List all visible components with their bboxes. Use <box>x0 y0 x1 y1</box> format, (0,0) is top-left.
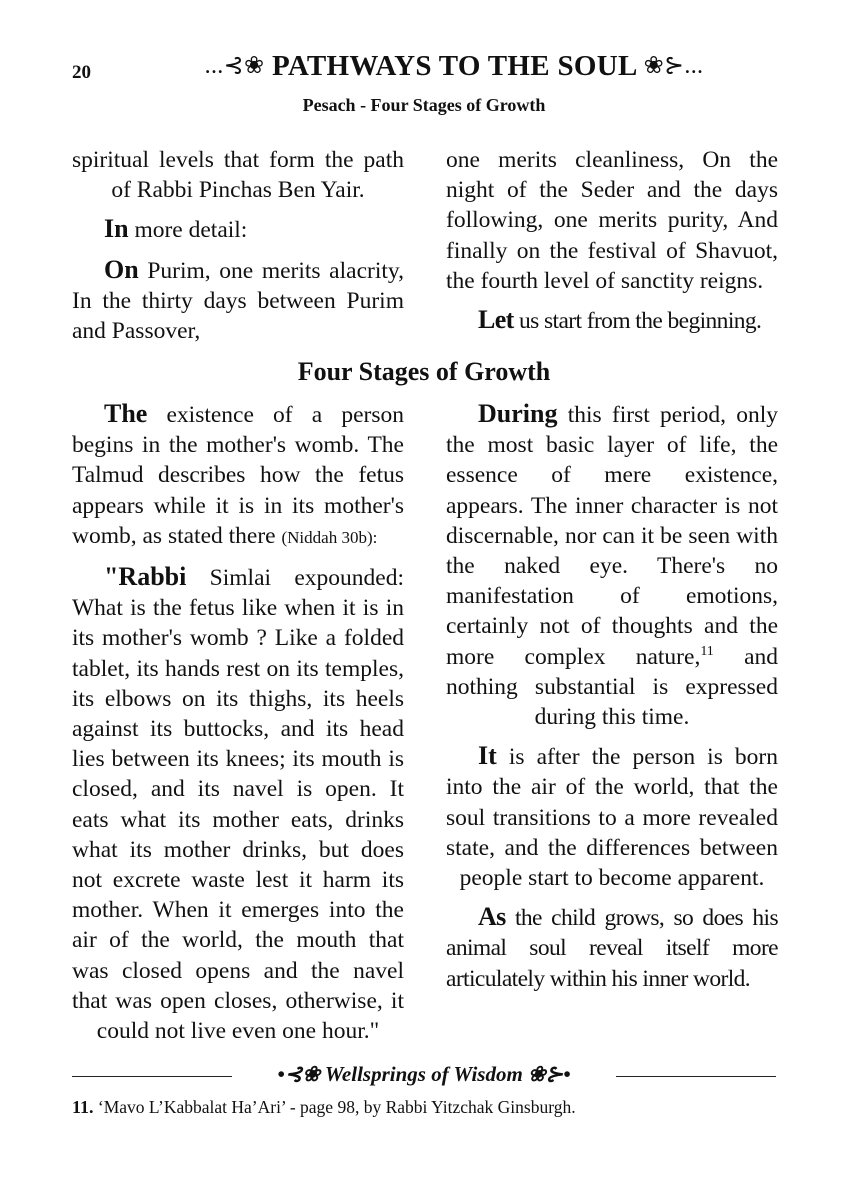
book-title-line <box>132 50 776 83</box>
paragraph: one merits cleanliness, On the night of the Seder and the days following, one merits purity, And finally on the festival of Shavuot, the fourth level of sanctity reigns. <box>446 147 778 294</box>
top-left-column <box>72 145 404 355</box>
footnote-text: ‘Mavo L’Kabbalat Ha’Ari’ - page 98, by Rabbi Yitzchak Ginsburgh. <box>93 1097 576 1117</box>
body-left-column <box>72 399 404 1055</box>
body-right-column <box>446 399 778 1003</box>
paragraph: During this first period, only the most basic layer of life, the essence of mere existence, appears. The inner character is not discernable, nor can it be seen with the naked eye. There's no manifestation of emotions, certainly not of thoughts and the more complex nature,$^{11}$ and nothing substantial is expressed during this time. <box>446 399 779 731</box>
ornament-left-icon: ...⊰❀ <box>204 53 265 79</box>
paragraph: On Purim, one merits alacrity, In the thirty days between Purim and Passover, <box>72 254 404 345</box>
footnote-number: 11. <box>72 1097 94 1117</box>
paragraph: In more detail: <box>104 214 248 244</box>
footnote <box>72 1097 776 1118</box>
chapter-subtitle: Pesach - Four Stages of Growth <box>302 95 546 115</box>
footnote-marker: 11 <box>700 643 714 659</box>
ornament-right-icon: ❀⊱... <box>643 53 704 79</box>
footer-rule <box>72 1062 776 1092</box>
page-number: 20 <box>72 62 91 83</box>
book-title: PATHWAYS TO THE SOUL <box>271 50 637 82</box>
ornament-left-icon: •⊰❀ <box>277 1062 320 1086</box>
paragraph: The existence of a person begins in the mother's womb. The Talmud describes how the fetus appears while it is in its mother's womb, as stated there (Niddah 30b): <box>72 399 404 549</box>
paragraph: Let us start from the beginning. <box>478 305 762 335</box>
paragraph: It is after the person is born into the air of the world, that the soul transitions to a more revealed state, and the differences between people start to become apparent. <box>446 741 778 892</box>
page-header <box>72 50 776 100</box>
brand-name: Wellsprings of Wisdom <box>324 1062 523 1086</box>
section-heading: Four Stages of Growth <box>297 357 551 386</box>
top-right-column <box>446 145 778 345</box>
paragraph: spiritual levels that form the path of Rabbi Pinchas Ben Yair. <box>72 147 404 204</box>
quote-paragraph: "Rabbi Simlai expounded: What is the fetus like when it is in its mother's womb ? Like a folded tablet, its hands rest on its temples, its elbows on its thighs, its heels against its buttocks, and its head lies between its knees; its mouth is closed, and its navel is open. It eats what its mother eats, drinks what its mother drinks, but does not excrete waste lest it harm its mother. When it emerges into the air of the world, the mouth that was closed opens and the navel that was open closes, otherwise, it could not live even one hour." <box>72 562 404 1045</box>
paragraph: As the child grows, so does his animal soul reveal itself more articulately within his inner world. <box>446 902 778 992</box>
citation: (Niddah 30b): <box>281 527 378 547</box>
footer-brand <box>72 1062 776 1087</box>
ornament-right-icon: ❀⊱• <box>528 1062 571 1086</box>
